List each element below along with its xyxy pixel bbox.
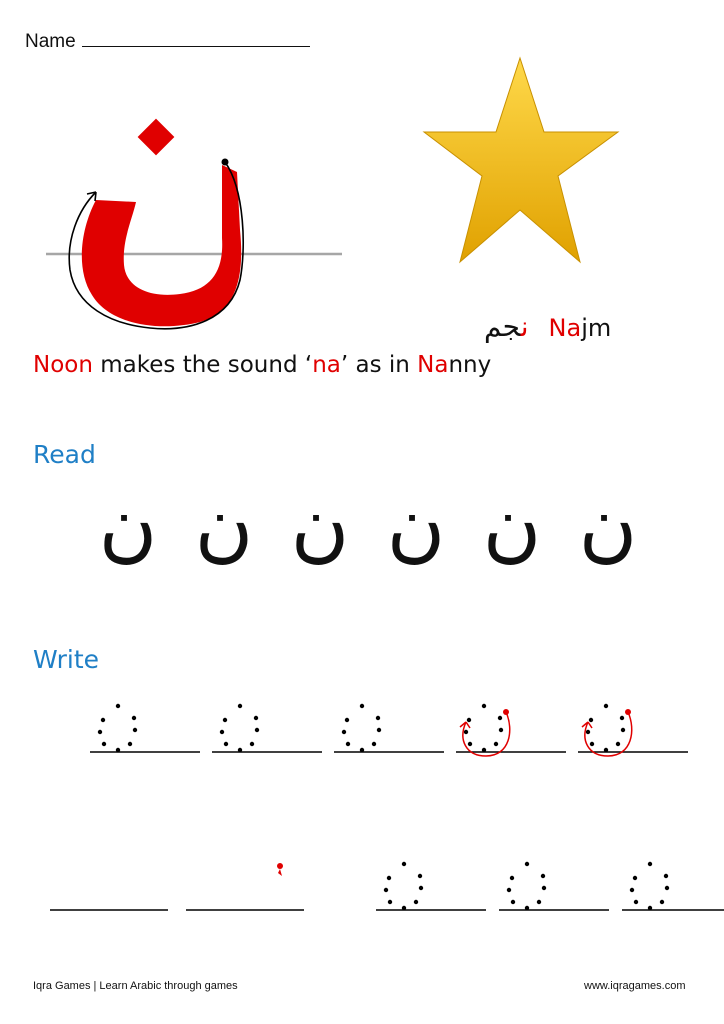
tracing-cell-guided[interactable] [578, 700, 690, 760]
start-dot [222, 159, 229, 166]
read-section-title: Read [33, 440, 96, 469]
tracing-cell-guided[interactable] [456, 700, 568, 760]
arabic-rest: جم [484, 310, 521, 343]
latin-rest: jm [581, 314, 612, 342]
tracing-cell[interactable] [376, 858, 488, 918]
read-letter: ن [386, 478, 446, 571]
tracing-cell[interactable] [622, 858, 724, 918]
tracing-cell[interactable] [90, 700, 202, 760]
sound-part-6: nny [448, 352, 492, 378]
example-word [484, 310, 611, 343]
read-letter: ن [578, 478, 638, 571]
latin-highlight: Na [548, 314, 582, 342]
name-field [25, 28, 310, 53]
tracing-cell[interactable] [499, 858, 611, 918]
noon-body [82, 165, 241, 326]
big-letter-noon [40, 110, 350, 340]
tracing-cell[interactable] [334, 700, 446, 760]
read-letter: ن [482, 478, 542, 571]
footer-credit: Iqra Games | Learn Arabic through games [33, 980, 238, 992]
sound-part-2: makes the sound ‘ [92, 352, 313, 378]
name-blank-line[interactable] [82, 28, 310, 47]
sound-part-1: Noon [33, 352, 93, 378]
write-section-title: Write [33, 645, 100, 674]
name-label: Name [25, 31, 76, 52]
sound-part-4: ’ as in [340, 352, 418, 378]
tracing-cell[interactable] [212, 700, 324, 760]
writing-line-start-marker[interactable] [186, 858, 308, 918]
noon-dot [138, 119, 175, 156]
sound-part-3: na [312, 352, 341, 378]
read-letters-row [88, 470, 648, 580]
writing-line[interactable] [50, 880, 170, 920]
read-letter: ن [98, 478, 158, 571]
sound-sentence [33, 352, 491, 378]
footer-website-link[interactable]: www.iqragames.com [584, 980, 686, 992]
example-word-arabic [484, 310, 529, 343]
arabic-first-letter: ن [520, 310, 529, 343]
star-icon [420, 52, 620, 266]
sound-part-5: Na [417, 352, 449, 378]
read-letter: ن [290, 478, 350, 571]
read-letter: ن [194, 478, 254, 571]
